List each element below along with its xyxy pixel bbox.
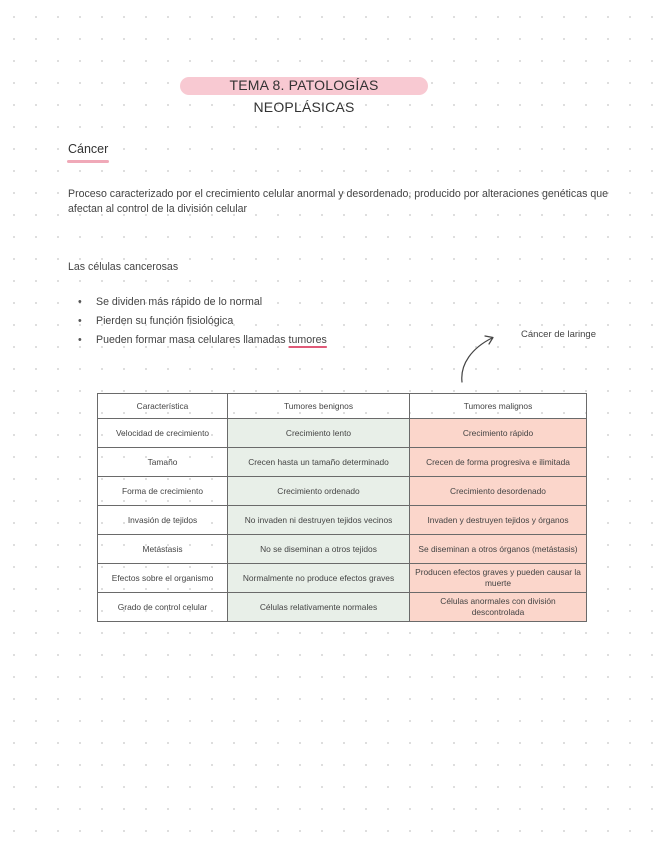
- underlined-keyword: tumores: [288, 334, 327, 346]
- title-block: [180, 74, 428, 115]
- page-title: TEMA 8. PATOLOGÍAS NEOPLÁSICAS: [229, 77, 379, 115]
- table-row: [98, 477, 587, 506]
- row-label: Velocidad de crecimiento: [98, 419, 228, 448]
- arrow-icon: [450, 330, 502, 386]
- table-row: [98, 419, 587, 448]
- table-row: [98, 506, 587, 535]
- malignant-cell: Células anormales con división descontrolada: [410, 593, 587, 622]
- cells-subheading: Las células cancerosas: [68, 261, 179, 273]
- table-row: [98, 535, 587, 564]
- malignant-cell: Se diseminan a otros órganos (metástasis): [410, 535, 587, 564]
- comparison-table: [97, 393, 587, 622]
- malignant-cell: Crecen de forma progresiva e ilimitada: [410, 448, 587, 477]
- bullet-item: [78, 332, 327, 351]
- benign-cell: Células relativamente normales: [228, 593, 410, 622]
- annotation-label: Cáncer de laringe: [521, 329, 596, 340]
- header-characteristic: Característica: [98, 394, 228, 419]
- definition-paragraph: Proceso caracterizado por el crecimiento celular anormal y desordenado, producido por alteraciones genéticas que afectan al control de la división celular: [68, 188, 608, 215]
- bullet-item: • Pierden su función fisiológica: [78, 313, 327, 332]
- benign-cell: Crecimiento lento: [228, 419, 410, 448]
- bullet-item: • Se dividen más rápido de lo normal: [78, 294, 327, 313]
- row-label: Grado de control celular: [98, 593, 228, 622]
- row-label: Tamaño: [98, 448, 228, 477]
- benign-cell: Normalmente no produce efectos graves: [228, 564, 410, 593]
- table-row: [98, 448, 587, 477]
- row-label: Forma de crecimiento: [98, 477, 228, 506]
- row-label: Metástasis: [98, 535, 228, 564]
- benign-cell: Crecimiento ordenado: [228, 477, 410, 506]
- row-label: Efectos sobre el organismo: [98, 564, 228, 593]
- heading-underline: [67, 160, 109, 163]
- bullet-text: Pueden formar masa celulares llamadas: [96, 334, 289, 346]
- header-benign: Tumores benignos: [228, 394, 410, 419]
- malignant-cell: Crecimiento rápido: [410, 419, 587, 448]
- table-row: [98, 564, 587, 593]
- benign-cell: Crecen hasta un tamaño determinado: [228, 448, 410, 477]
- malignant-cell: Invaden y destruyen tejidos y órganos: [410, 506, 587, 535]
- row-label: Invasión de tejidos: [98, 506, 228, 535]
- header-malignant: Tumores malignos: [410, 394, 587, 419]
- benign-cell: No invaden ni destruyen tejidos vecinos: [228, 506, 410, 535]
- malignant-cell: Crecimiento desordenado: [410, 477, 587, 506]
- malignant-cell: Producen efectos graves y pueden causar la muerte: [410, 564, 587, 593]
- bullet-list: [78, 294, 327, 351]
- benign-cell: No se diseminan a otros tejidos: [228, 535, 410, 564]
- table-row: [98, 593, 587, 622]
- section-heading: Cáncer: [68, 142, 109, 156]
- table-header-row: [98, 394, 587, 419]
